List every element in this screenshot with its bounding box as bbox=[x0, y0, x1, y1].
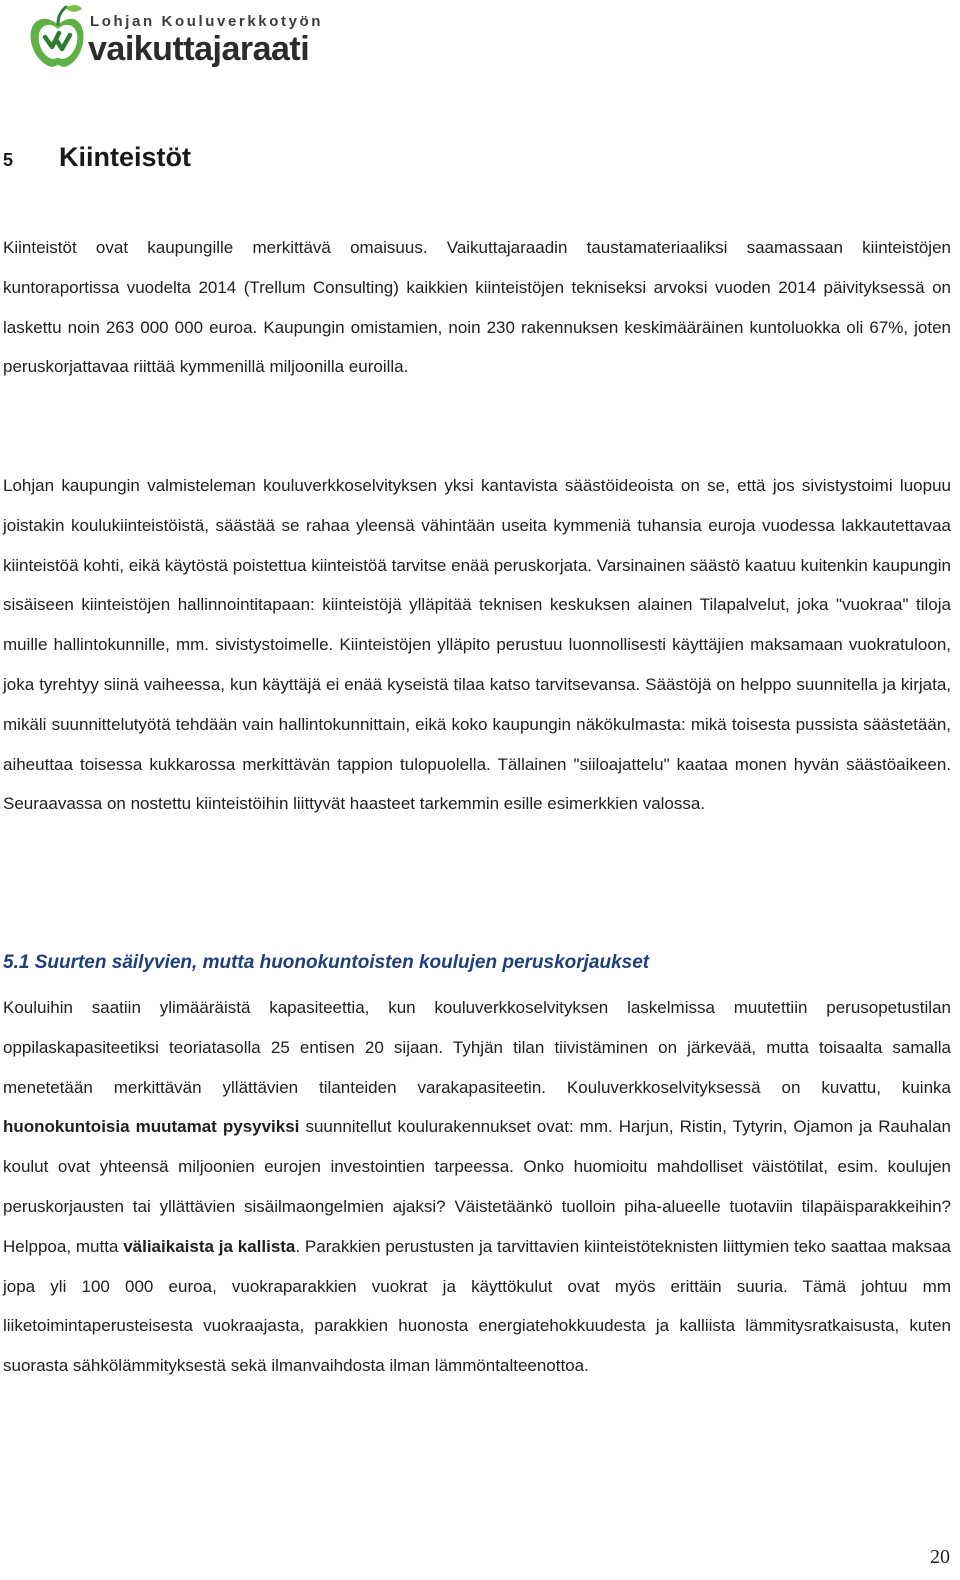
paragraph-3-text: suunnitellut koulurakennukset ovat: mm. Harjun, Ristin, Tytyrin, Ojamon ja Rauhalan koulut ovat yhteensä miljoonien eurojen investointien tarpeessa. Onko huomioitu mahdolliset väistötilat, esim. koulujen peruskorjausten tai yllättävien sisäilmaongelmien ajaksi? Väistetäänkö tuolloin piha-alueelle tuotaviin tilapäisparakkeihin? Helppoa, mutta bbox=[3, 1117, 951, 1256]
page-number: 20 bbox=[930, 1546, 950, 1568]
paragraph-3 bbox=[3, 988, 951, 1386]
paragraph-3-bold: huonokuntoisia muutamat pysyviksi bbox=[3, 1117, 300, 1137]
section-heading bbox=[3, 142, 191, 173]
section-number: 5 bbox=[3, 150, 14, 170]
paragraph-1: Kiinteistöt ovat kaupungille merkittävä omaisuus. Vaikuttajaraadin taustamateriaaliksi saamassaan kiinteistöjen kuntoraportissa vuodelta 2014 (Trellum Consulting) kaikkien kiinteistöjen tekniseksi arvoksi vuoden 2014 päivityksessä on laskettu noin 263 000 000 euroa. Kaupungin omistamien, noin 230 rakennuksen keskimääräinen kuntoluokka oli 67%, joten peruskorjattavaa riittää kymmenillä miljoonilla euroilla. bbox=[3, 238, 951, 377]
apple-logo-icon bbox=[28, 3, 88, 71]
subsection-heading: 5.1 Suurten säilyvien, mutta huonokuntoisten koulujen peruskorjaukset bbox=[3, 952, 650, 973]
paragraph-3-text: . Parakkien perustusten ja tarvittavien kiinteistöteknisten liittymien teko saattaa maksaa jopa yli 100 000 euroa, vuokraparakkien vuokrat ja käyttökulut ovat myös erittäin suuria. Tämä johtuu mm liiketoimintaperusteisesta vuokraajasta, parakkien huonosta energiatehokkuudesta ja kalliista lämmitysratkaisusta, kuten suorasta sähkölämmityksestä sekä ilmanvaihdosta ilman lämmöntalteenottoa. bbox=[3, 1236, 952, 1376]
paragraph-2: Lohjan kaupungin valmisteleman kouluverkkoselvityksen yksi kantavista säästöideoista on se, että jos sivistystoimi luopuu joistakin koulukiinteistöistä, säästää se rahaa yleensä vähintään useita kymmeniä tuhansia euroja vuodessa lakkautettavaa kiinteistöä kohti, eikä käytöstä poistettua kiinteistöä tarvitse enää peruskorjata. Varsinainen säästö kaatuu kuitenkin kaupungin sisäiseen kiinteistöjen hallinnointitapaan: kiinteistöjä ylläpitää teknisen keskuksen alainen Tilapalvelut, joka "vuokraa" tiloja muille hallintokunnille, mm. sivistystoimelle. Kiinteistöjen ylläpito perustuu luonnollisesti käyttäjien maksamaan vuokratuloon, joka tyrehtyy siinä vaiheessa, kun käyttäjä ei enää kyseistä tilaa katso tarvitsevansa. Säästöjä on helppo suunnitella ja kirjata, mikäli suunnittelutyötä tehdään vain hallintokunnittain, eikä koko kaupungin näkökulmasta: mikä toisesta pussista säästetään, aiheuttaa toisessa kukkarossa merkittävän tappion tulopuolella. Tällainen "siiloajattelu" kaataa monen hyvän säästöaikeen. Seuraavassa on nostettu kiinteistöihin liittyvät haasteet tarkemmin esille esimerkkien valossa. bbox=[3, 476, 951, 814]
logo-subtitle: Lohjan Kouluverkkotyön bbox=[90, 13, 324, 30]
logo bbox=[28, 3, 348, 73]
section-title: Kiinteistöt bbox=[59, 142, 191, 172]
paragraph-3-bold: väliaikaista ja kallista bbox=[123, 1236, 296, 1256]
logo-title: vaikuttajaraati bbox=[88, 30, 310, 68]
paragraph-3-text: Kouluihin saatiin ylimääräistä kapasiteettia, kun kouluverkkoselvityksen laskelmissa muutettiin perusopetustilan oppilaskapasiteetiksi teoriatasolla 25 entisen 20 sijaan. Tyhjän tilan tiivistäminen on järkevää, mutta toisaalta samalla menetetään merkittävän yllättävien tilanteiden varakapasiteetin. Kouluverkkoselvityksessä on kuvattu, kuinka bbox=[3, 998, 951, 1097]
